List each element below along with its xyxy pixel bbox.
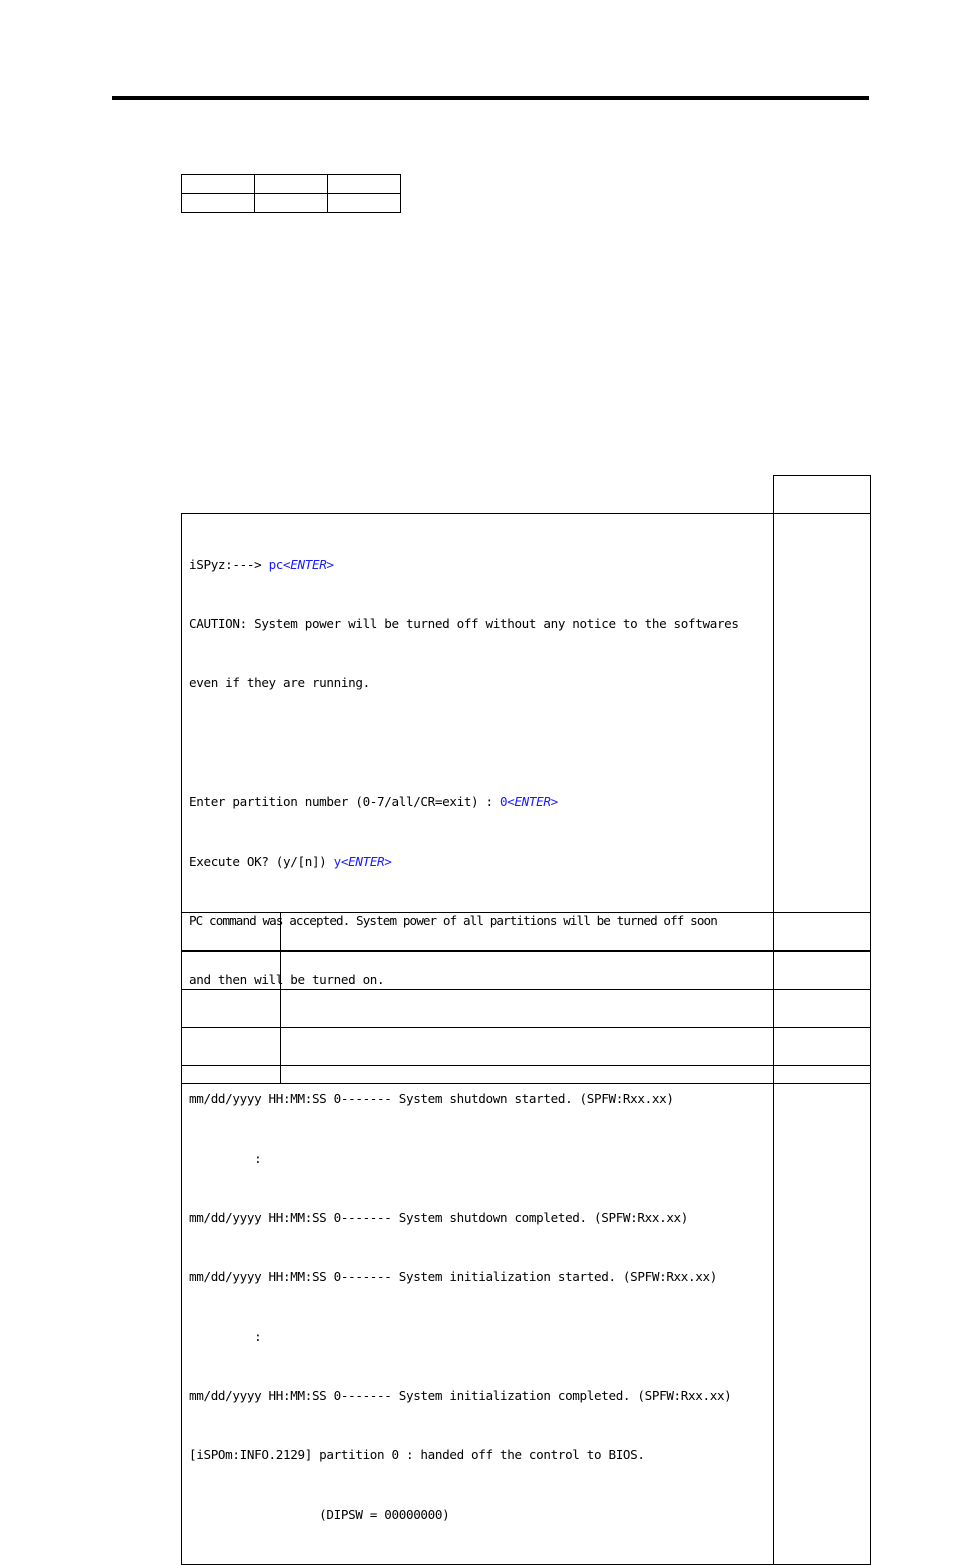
table-cell [281, 951, 871, 990]
header-rule [112, 96, 869, 100]
console-line: : [189, 1328, 262, 1344]
console-line: mm/dd/yyyy HH:MM:SS 0------- System shutdown completed. (SPFW:Rxx.xx) [189, 1209, 689, 1225]
console-line [189, 852, 773, 872]
table-cell [281, 1066, 871, 1084]
table-header-cell [182, 913, 281, 952]
console-enter-key: <ENTER> [283, 556, 334, 572]
console-partition-input: 0 [499, 794, 508, 810]
console-line: [iSPOm:INFO.2129] partition 0 : handed off the control to BIOS. [189, 1447, 645, 1463]
table-cell [182, 1028, 281, 1066]
console-line: CAUTION: System power will be turned off without any notice to the softwares [189, 615, 739, 631]
console-line-blank [189, 733, 773, 753]
table-cell [281, 990, 871, 1028]
console-line: and then will be turned on. [189, 972, 385, 988]
table-cell [182, 951, 281, 990]
description-table [181, 912, 871, 1084]
console-line [189, 792, 773, 812]
table-header-row [182, 476, 871, 514]
table-cell [182, 194, 255, 213]
console-prompt: Enter partition number (0-7/all/CR=exit) : [189, 794, 500, 810]
table-header-cell [281, 913, 871, 952]
console-line: mm/dd/yyyy HH:MM:SS 0------- System initialization started. (SPFW:Rxx.xx) [189, 1269, 717, 1285]
table-header-side [774, 476, 871, 514]
console-enter-key: <ENTER> [340, 853, 392, 869]
table-header-row [182, 913, 871, 952]
table-cell [328, 194, 401, 213]
console-prompt: Execute OK? (y/[n]) [189, 853, 334, 869]
table-cell [255, 194, 328, 213]
table-row [182, 1066, 871, 1084]
console-line: mm/dd/yyyy HH:MM:SS 0------- System shutdown started. (SPFW:Rxx.xx) [189, 1091, 674, 1107]
table-cell [182, 990, 281, 1028]
table-cell [182, 1066, 281, 1084]
table-row [182, 175, 401, 194]
console-line [189, 555, 773, 575]
console-prompt: iSPyz:---> [189, 556, 269, 572]
table-cell [328, 175, 401, 194]
console-line: : [189, 1150, 262, 1166]
console-enter-key: <ENTER> [507, 794, 558, 810]
table-cell [255, 175, 328, 194]
console-line: PC command was accepted. System power of all partitions will be turned off soon [189, 912, 717, 928]
blank-grid-table [181, 174, 401, 213]
table-cell [182, 175, 255, 194]
console-confirm-input: y [333, 853, 341, 869]
console-line: mm/dd/yyyy HH:MM:SS 0------- System initialization completed. (SPFW:Rxx.xx) [189, 1388, 732, 1404]
table-row [182, 990, 871, 1028]
console-line: even if they are running. [189, 675, 370, 691]
console-command-input: pc [268, 556, 284, 572]
table-row [182, 194, 401, 213]
table-cell [281, 1028, 871, 1066]
console-line: (DIPSW = 00000000) [189, 1506, 450, 1522]
table-header-blank [182, 476, 774, 514]
table-row [182, 1028, 871, 1066]
table-row [182, 951, 871, 990]
